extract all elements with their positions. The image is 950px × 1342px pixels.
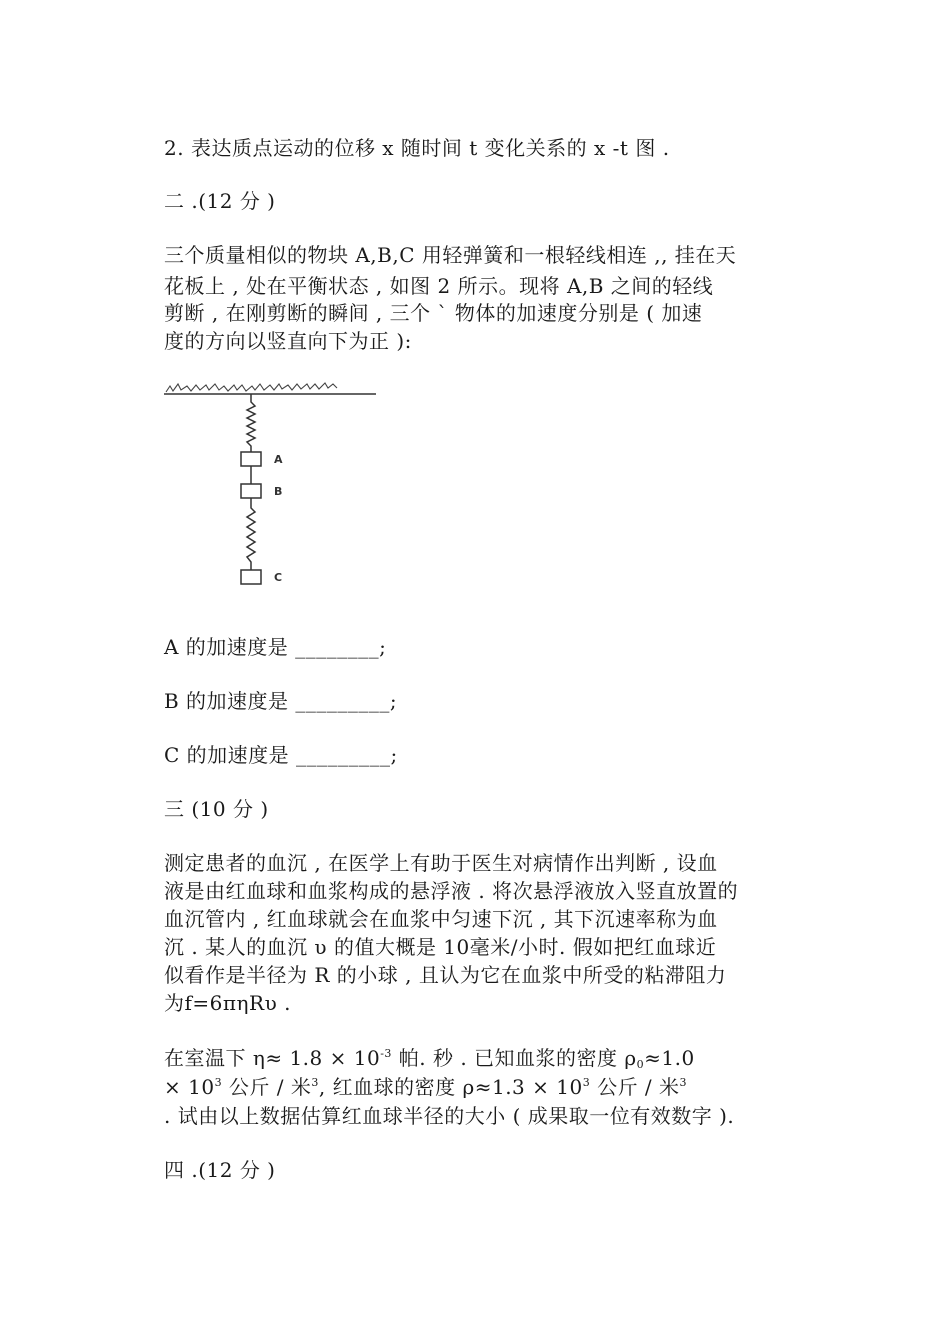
section-2-line-4: 度的方向以竖直向下为正 ):: [164, 329, 412, 353]
section-2-line-3: 剪断 , 在刚剪断的瞬间 , 三个 ` 物体的加速度分别是 ( 加速: [164, 301, 703, 325]
block-c: [241, 570, 261, 584]
section-4-heading: 四 .(12 分 ): [164, 1158, 276, 1182]
question-item-2: 2. 表达质点运动的位移 x 随时间 t 变化关系的 x -t 图 .: [164, 136, 670, 160]
answer-a: A 的加速度是 ________;: [164, 635, 387, 659]
answer-b: B 的加速度是 _________;: [164, 689, 398, 713]
spring-block-figure: [160, 372, 390, 594]
section-3-line-3: 血沉管内 , 红血球就会在血浆中匀速下沉 , 其下沉速率称为血: [164, 907, 718, 931]
section-3-line-4: 沉 . 某人的血沉 υ 的值大概是 10毫米/小时. 假如把红血球近: [164, 935, 717, 959]
block-a: [241, 452, 261, 466]
answer-c: C 的加速度是 _________;: [164, 743, 398, 767]
label-c: C: [274, 571, 283, 584]
section-3-data-line-1: 在室温下 $\eta\approx 1.8 \times 10^{-3}$ 帕. 秒 . 已知血浆的密度 $\rho_0\approx 1.0$: [164, 1046, 695, 1071]
section-3-data-line-3: . 试由以上数据估算红血球半径的大小 ( 成果取一位有效数字 ).: [164, 1104, 735, 1128]
section-3-line-5: 似看作是半径为 R 的小球 , 且认为它在血浆中所受的粘滞阻力: [164, 963, 727, 987]
section-2-heading: 二 .(12 分 ): [164, 189, 276, 213]
block-b: [241, 484, 261, 498]
label-b: B: [274, 485, 283, 498]
section-2-line-2: 花板上 , 处在平衡状态 , 如图 2 所示。现将 A,B 之间的轻线: [164, 274, 714, 298]
label-a: A: [274, 453, 283, 466]
section-2-line-1: 三个质量相似的物块 A,B,C 用轻弹簧和一根轻线相连 ,, 挂在天: [164, 243, 737, 267]
section-3-heading: 三 (10 分 ): [164, 797, 269, 821]
lower-spring: [247, 498, 255, 570]
section-3-line-6: 为f=6πηRυ .: [164, 991, 291, 1015]
section-3-data-line-2: × $10^3$ 公斤 / 米$^3$, 红血球的密度 $\rho\approx 1.3 \times 10^3$ 公斤 / 米$^3$: [164, 1075, 688, 1099]
ceiling-hatching: [166, 383, 337, 392]
section-3-line-2: 液是由红血球和血浆构成的悬浮液 . 将次悬浮液放入竖直放置的: [164, 879, 739, 903]
upper-spring: [247, 394, 255, 452]
section-3-line-1: 测定患者的血沉 , 在医学上有助于医生对病情作出判断 , 设血: [164, 851, 718, 875]
